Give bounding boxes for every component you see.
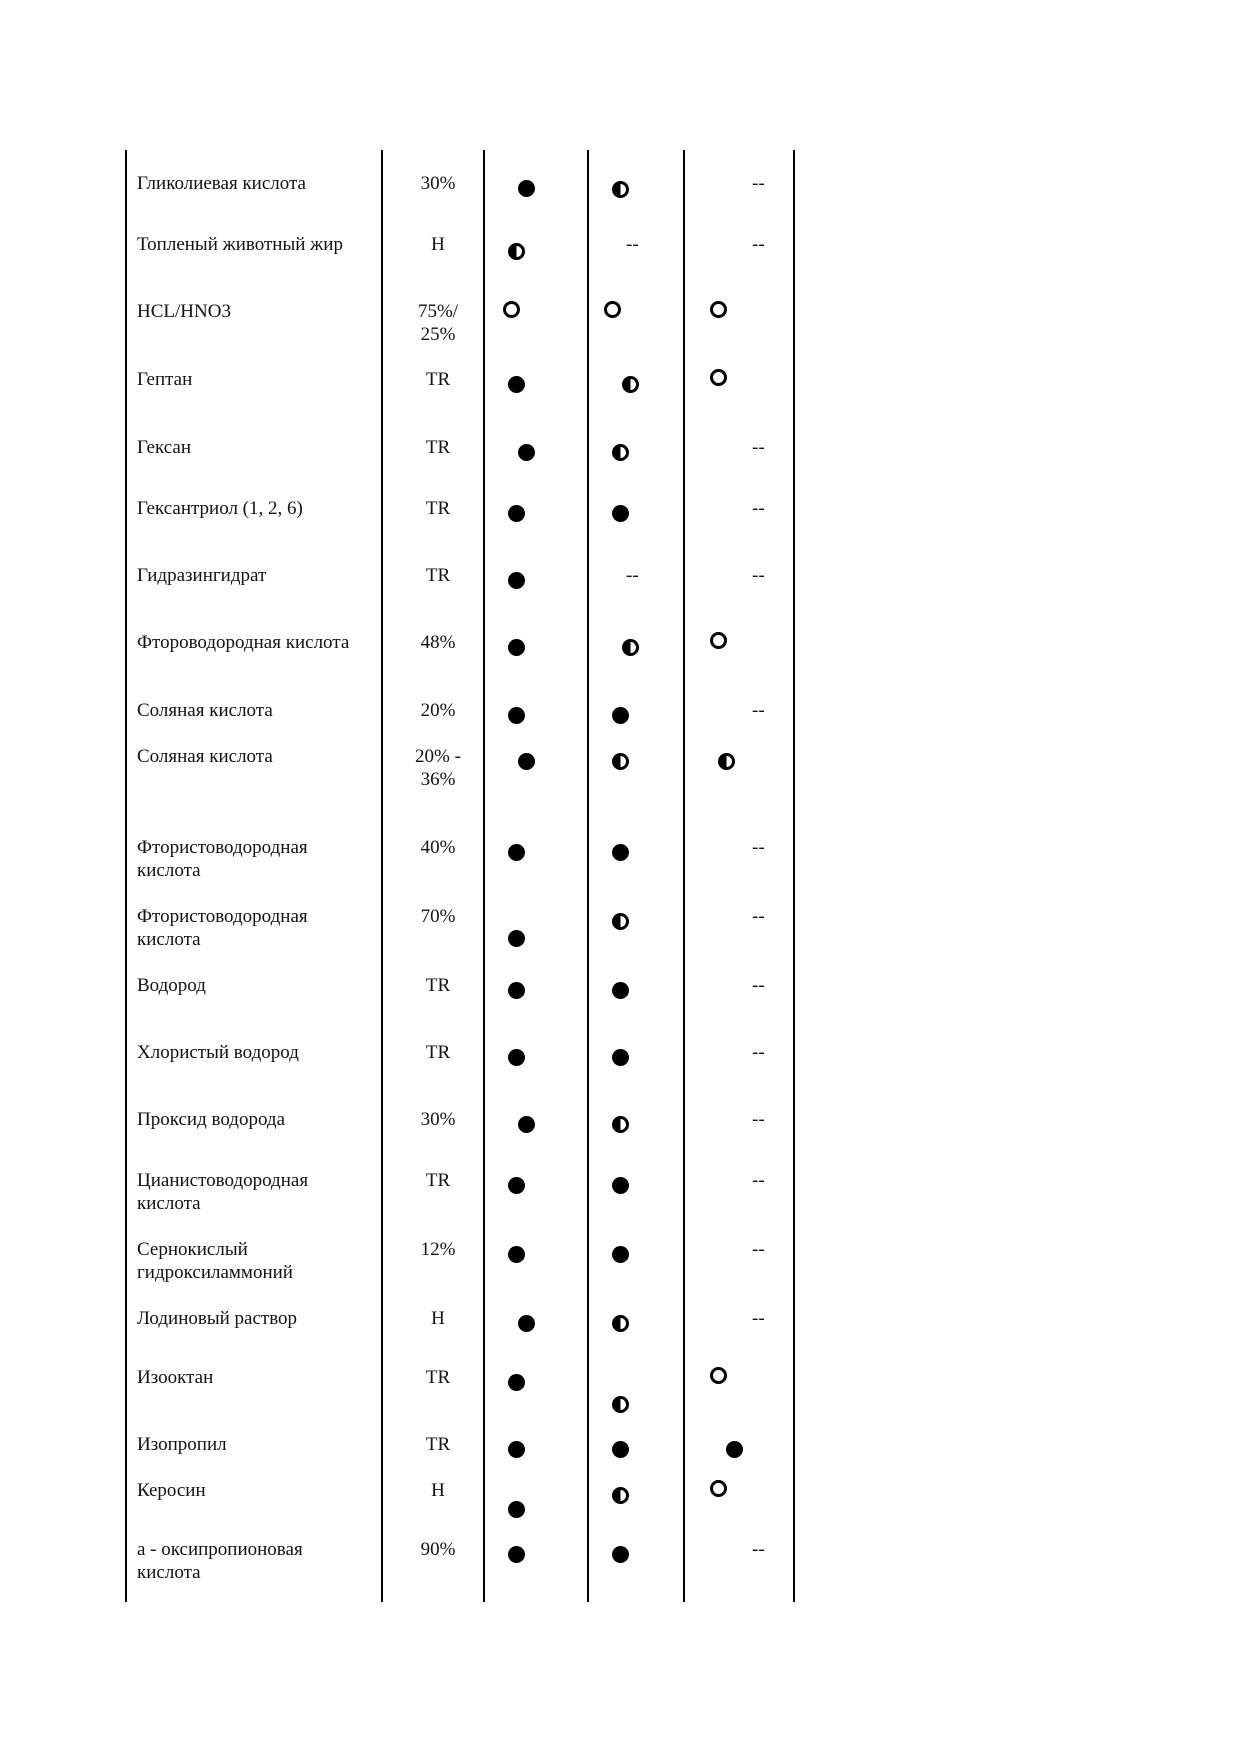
filled-circle-icon [508, 930, 525, 947]
concentration: TR [425, 1170, 451, 1191]
rating-none-r3: -- [752, 565, 765, 586]
concentration: 20% - 36% [415, 746, 461, 790]
substance-name: Сернокислый гидроксиламмоний [137, 1239, 293, 1283]
half-filled-circle-icon [718, 753, 735, 770]
filled-circle-icon [612, 707, 629, 724]
substance-name: Керосин [137, 1480, 206, 1501]
filled-circle-icon [508, 707, 525, 724]
filled-circle-icon [612, 1246, 629, 1263]
half-filled-circle-icon [612, 1396, 629, 1413]
open-circle-icon [710, 1480, 727, 1497]
substance-name: Гидразингидрат [137, 565, 267, 586]
rating-none-r3: -- [752, 498, 765, 519]
substance-name: Гексан [137, 437, 191, 458]
rating-none-r3: -- [752, 1239, 765, 1260]
filled-circle-icon [518, 180, 535, 197]
open-circle-icon [710, 632, 727, 649]
half-filled-circle-icon [612, 913, 629, 930]
rating-none-r3: -- [752, 1308, 765, 1329]
open-circle-icon [604, 301, 621, 318]
substance-name: Водород [137, 975, 206, 996]
rating-none-r3: -- [752, 234, 765, 255]
rating-none-r3: -- [752, 1109, 765, 1130]
rating-none-r3: -- [752, 700, 765, 721]
filled-circle-icon [508, 376, 525, 393]
concentration: TR [425, 437, 451, 458]
substance-name: Гептан [137, 369, 193, 390]
concentration: Н [431, 234, 445, 255]
filled-circle-icon [508, 1441, 525, 1458]
concentration: TR [425, 498, 451, 519]
half-filled-circle-icon [508, 243, 525, 260]
concentration: TR [425, 1367, 451, 1388]
substance-name: Цианистоводородная кислота [137, 1170, 309, 1214]
substance-name: Гексантриол (1, 2, 6) [137, 498, 303, 519]
concentration: 12% [420, 1239, 456, 1260]
filled-circle-icon [612, 505, 629, 522]
substance-name: Соляная кислота [137, 700, 273, 721]
rating-none-r3: -- [752, 173, 765, 194]
concentration: 20% [420, 700, 456, 721]
substance-name: HCL/HNO3 [137, 301, 231, 322]
column-divider-4 [683, 150, 685, 1602]
filled-circle-icon [612, 982, 629, 999]
concentration: 40% [420, 837, 456, 858]
substance-name: Соляная кислота [137, 746, 273, 767]
open-circle-icon [710, 369, 727, 386]
filled-circle-icon [508, 1246, 525, 1263]
substance-name: Фтористоводородная кислота [137, 906, 308, 950]
rating-none-r3: -- [752, 837, 765, 858]
filled-circle-icon [612, 1177, 629, 1194]
concentration: TR [425, 975, 451, 996]
open-circle-icon [710, 301, 727, 318]
substance-name: Изооктан [137, 1367, 214, 1388]
rating-none-r3: -- [752, 1539, 765, 1560]
filled-circle-icon [518, 753, 535, 770]
substance-name: а - оксипропионовая кислота [137, 1539, 303, 1583]
filled-circle-icon [508, 1374, 525, 1391]
half-filled-circle-icon [622, 376, 639, 393]
rating-none-r3: -- [752, 975, 765, 996]
open-circle-icon [710, 1367, 727, 1384]
concentration: TR [425, 369, 451, 390]
concentration: TR [425, 565, 451, 586]
substance-name: Лодиновый раствор [137, 1308, 298, 1329]
rating-none-r2: -- [626, 234, 639, 255]
filled-circle-icon [518, 1315, 535, 1332]
filled-circle-icon [508, 1177, 525, 1194]
substance-name: Фтористоводородная кислота [137, 837, 308, 881]
open-circle-icon [503, 301, 520, 318]
resistance-table [125, 150, 801, 1602]
rating-none-r3: -- [752, 906, 765, 927]
concentration: 30% [420, 1109, 456, 1130]
table-border-right [793, 150, 795, 1602]
substance-name: Изопропил [137, 1434, 227, 1455]
filled-circle-icon [518, 444, 535, 461]
filled-circle-icon [508, 505, 525, 522]
filled-circle-icon [508, 1546, 525, 1563]
rating-none-r3: -- [752, 1170, 765, 1191]
concentration: 48% [420, 632, 456, 653]
filled-circle-icon [508, 1049, 525, 1066]
filled-circle-icon [508, 1501, 525, 1518]
filled-circle-icon [612, 1441, 629, 1458]
filled-circle-icon [508, 639, 525, 656]
substance-name: Проксид водорода [137, 1109, 286, 1130]
filled-circle-icon [508, 982, 525, 999]
concentration: TR [425, 1434, 451, 1455]
half-filled-circle-icon [612, 1116, 629, 1133]
substance-name: Гликолиевая кислота [137, 173, 306, 194]
table-border-left [125, 150, 127, 1602]
substance-name: Топленый животный жир [137, 234, 343, 255]
filled-circle-icon [612, 1546, 629, 1563]
filled-circle-icon [612, 844, 629, 861]
concentration: 30% [420, 173, 456, 194]
column-divider-3 [587, 150, 589, 1602]
substance-name: Хлористый водород [137, 1042, 299, 1063]
half-filled-circle-icon [612, 1487, 629, 1504]
rating-none-r3: -- [752, 1042, 765, 1063]
concentration: Н [431, 1480, 445, 1501]
substance-name: Фтороводородная кислота [137, 632, 350, 653]
filled-circle-icon [518, 1116, 535, 1133]
half-filled-circle-icon [612, 753, 629, 770]
filled-circle-icon [612, 1049, 629, 1066]
filled-circle-icon [508, 844, 525, 861]
concentration: 75%/ 25% [417, 301, 459, 345]
concentration: 90% [420, 1539, 456, 1560]
half-filled-circle-icon [612, 1315, 629, 1332]
concentration: Н [431, 1308, 445, 1329]
half-filled-circle-icon [612, 444, 629, 461]
concentration: 70% [420, 906, 456, 927]
half-filled-circle-icon [612, 181, 629, 198]
rating-none-r3: -- [752, 437, 765, 458]
filled-circle-icon [726, 1441, 743, 1458]
rating-none-r2: -- [626, 565, 639, 586]
filled-circle-icon [508, 572, 525, 589]
half-filled-circle-icon [622, 639, 639, 656]
concentration: TR [425, 1042, 451, 1063]
